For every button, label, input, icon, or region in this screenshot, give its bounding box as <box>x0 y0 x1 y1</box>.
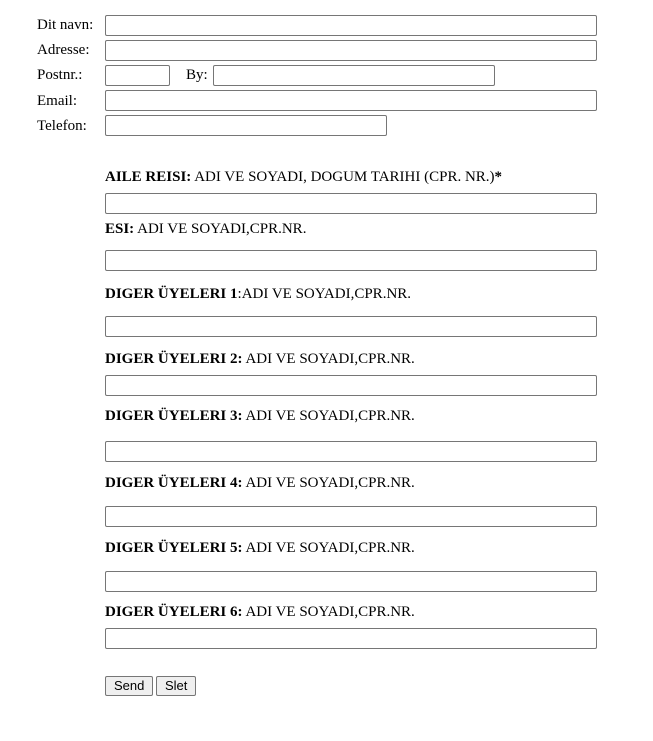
member-label-text: ADI VE SOYADI, DOGUM TARIHI (CPR. NR.) <box>191 169 495 185</box>
member-input-other-3[interactable] <box>105 441 597 462</box>
member-label-other-6 <box>105 603 415 621</box>
member-input-other-4[interactable] <box>105 506 597 527</box>
member-label-text: ADI VE SOYADI,CPR.NR. <box>134 221 307 237</box>
member-label-bold: DIGER ÜYELERI 2: <box>105 351 243 367</box>
reset-button[interactable]: Slet <box>156 676 196 696</box>
member-label-text: :ADI VE SOYADI,CPR.NR. <box>237 286 412 302</box>
member-input-head[interactable] <box>105 193 597 214</box>
member-label-head <box>105 168 502 186</box>
city-input[interactable] <box>213 65 495 86</box>
member-input-other-1[interactable] <box>105 316 597 337</box>
member-input-other-2[interactable] <box>105 375 597 396</box>
member-label-other-4 <box>105 474 415 492</box>
name-input[interactable] <box>105 15 597 36</box>
member-label-bold: DIGER ÜYELERI 3: <box>105 408 243 424</box>
address-input[interactable] <box>105 40 597 61</box>
member-label-bold: DIGER ÜYELERI 6: <box>105 604 243 620</box>
postnr-input[interactable] <box>105 65 170 86</box>
member-label-bold: DIGER ÜYELERI 5: <box>105 540 243 556</box>
member-input-other-6[interactable] <box>105 628 597 649</box>
member-input-spouse[interactable] <box>105 250 597 271</box>
member-label-other-5 <box>105 539 415 557</box>
email-label: Email: <box>37 93 77 109</box>
city-label: By: <box>186 67 208 83</box>
email-input[interactable] <box>105 90 597 111</box>
member-label-text: ADI VE SOYADI,CPR.NR. <box>242 604 415 620</box>
postnr-label: Postnr.: <box>37 67 83 83</box>
member-label-text: ADI VE SOYADI,CPR.NR. <box>242 408 415 424</box>
required-marker: * <box>494 169 503 185</box>
member-label-other-2 <box>105 350 415 368</box>
phone-label: Telefon: <box>37 118 87 134</box>
member-label-bold: DIGER ÜYELERI 1 <box>105 286 238 302</box>
address-label: Adresse: <box>37 42 90 58</box>
member-label-spouse <box>105 220 306 238</box>
send-button[interactable]: Send <box>105 676 153 696</box>
phone-input[interactable] <box>105 115 387 136</box>
member-label-other-3 <box>105 407 415 425</box>
member-input-other-5[interactable] <box>105 571 597 592</box>
member-label-bold: AILE REISI: <box>105 169 192 185</box>
member-label-other-1 <box>105 285 411 303</box>
member-label-text: ADI VE SOYADI,CPR.NR. <box>242 351 415 367</box>
name-label: Dit navn: <box>37 17 94 33</box>
member-label-bold: ESI: <box>105 221 135 237</box>
member-label-text: ADI VE SOYADI,CPR.NR. <box>242 540 415 556</box>
member-label-text: ADI VE SOYADI,CPR.NR. <box>242 475 415 491</box>
member-label-bold: DIGER ÜYELERI 4: <box>105 475 243 491</box>
